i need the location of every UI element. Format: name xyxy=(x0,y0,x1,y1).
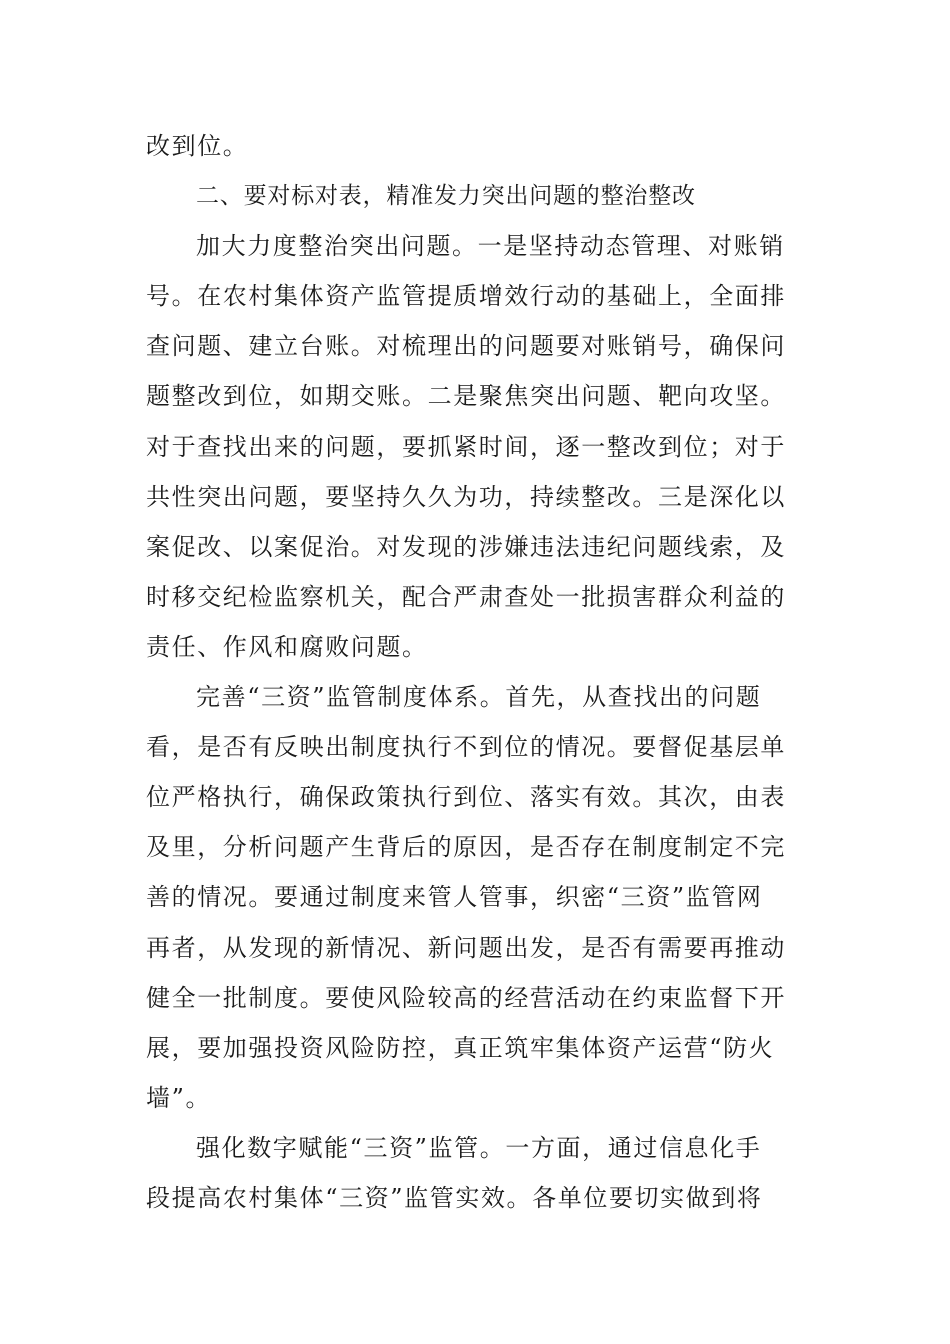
text-line: 案促改、以案促治。对发现的涉嫌违法违纪问题线索，及 xyxy=(146,532,786,561)
text-line: 位严格执行，确保政策执行到位、落实有效。其次，由表 xyxy=(146,783,786,812)
text-line: 再者，从发现的新情况、新问题出发，是否有需要再推动 xyxy=(146,933,786,962)
paragraph-digital-empowerment xyxy=(146,1123,808,1223)
text-line: 时移交纪检监察机关，配合严肃查处一批损害群众利益的 xyxy=(146,582,786,611)
text-line: 墙”。 xyxy=(146,1083,212,1112)
paragraph-rectify-problems xyxy=(146,221,808,672)
text-line: 展，要加强投资风险防控，真正筑牢集体资产运营“防火 xyxy=(146,1033,775,1062)
text-line: 共性突出问题，要坚持久久为功，持续整改。三是深化以 xyxy=(146,482,786,511)
text-line: 对于查找出来的问题，要抓紧时间，逐一整改到位；对于 xyxy=(146,432,786,461)
text-line: 责任、作风和腐败问题。 xyxy=(146,632,428,661)
text-line: 及里，分析问题产生背后的原因，是否存在制度制定不完 xyxy=(146,833,786,862)
text-line: 强化数字赋能“三资”监管。一方面，通过信息化手 xyxy=(196,1133,762,1162)
text-line: 查问题、建立台账。对梳理出的问题要对账销号，确保问 xyxy=(146,332,786,361)
text-line: 完善“三资”监管制度体系。首先，从查找出的问题 xyxy=(196,683,762,712)
text-line: 改到位。 xyxy=(146,132,249,160)
text-line: 段提高农村集体“三资”监管实效。各单位要切实做到将 xyxy=(146,1183,763,1212)
text-line: 善的情况。要通过制度来管人管事，织密“三资”监管网 xyxy=(146,883,763,912)
text-line: 加大力度整治突出问题。一是坚持动态管理、对账销 xyxy=(196,232,785,261)
text-line: 健全一批制度。要使风险较高的经营活动在约束监督下开 xyxy=(146,983,786,1012)
text-line: 题整改到位，如期交账。二是聚焦突出问题、靶向攻坚。 xyxy=(146,382,786,411)
paragraph-improve-system xyxy=(146,672,808,1123)
paragraph-continuation xyxy=(146,121,808,171)
document-body xyxy=(146,121,808,1223)
text-line: 号。在农村集体资产监管提质增效行动的基础上，全面排 xyxy=(146,282,786,311)
text-line: 看，是否有反映出制度执行不到位的情况。要督促基层单 xyxy=(146,733,786,762)
section-heading: 二、要对标对表，精准发力突出问题的整治整改 xyxy=(196,183,696,210)
